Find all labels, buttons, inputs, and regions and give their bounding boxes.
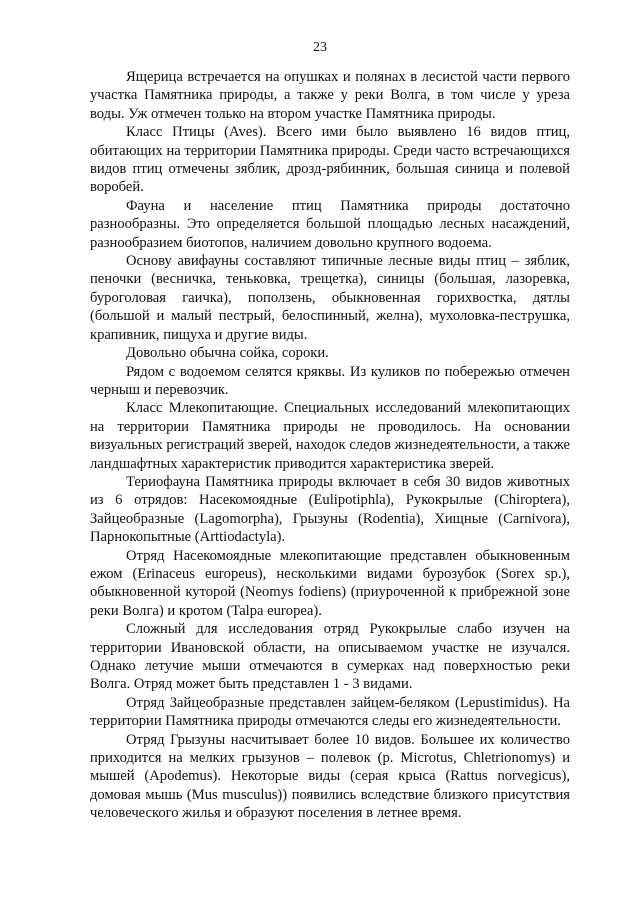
paragraph-insectivores: Отряд Насекомоядные млекопитающие представлен обыкновенным ежом (Erinaceus europeus), несколькими видами бурозубок (Sorex sp.), обыкновенной куторой (Neomys fodiens) (приуроченной к прибрежной зоне реки Волга) и кротом (Talpa europea). (90, 547, 570, 619)
paragraph-lizard: Ящерица встречается на опушках и полянах в лесистой части первого участка Памятника природы, а также у реки Волга, в том числе у уреза воды. Уж отмечен только на втором участке Памятника природы. (90, 69, 570, 122)
paragraph-waterfowl: Рядом с водоемом селятся кряквы. Из куликов по побережью отмечен черныш и перевозчик. (90, 363, 570, 398)
paragraph-lagomorphs: Отряд Зайцеобразные представлен зайцем-беляком (Lepustimidus). На территории Памятника природы отмечаются следы его жизнедеятельности. (90, 694, 570, 730)
paragraph-bats: Сложный для исследования отряд Рукокрылые слабо изучен на территории Ивановской области, на описываемом участке не изучался. Однако летучие мыши отмечаются в сумерках над поверхностью реки Волга. Отряд может быть представлен 1 - 3 видами. (90, 621, 570, 693)
paragraph-teriofauna: Териофауна Памятника природы включает в себя 30 видов животных из 6 отрядов: Насекомоядные (Eulipotiphla), Рукокрылые (Chiroptera), Зайцеобразные (Lagomorpha), Грызуны (Rodentia), Хищные (Carnivora), Парнокопытные (Arttiodactyla). (90, 473, 570, 546)
paragraph-bird-diversity: Фауна и население птиц Памятника природы достаточно разнообразны. Это определяется большой площадью лесных насаждений, разнообразием биотопов, наличием довольно крупного водоема. (90, 197, 570, 251)
paragraph-avifauna-basis: Основу авифауны составляют типичные лесные виды птиц – зяблик, пеночки (весничка, теньковка, трещетка), синицы (большая, лазоревка, буроголовая гаичка), поползень, обыкновенная горихвостка, дятлы (большой и малый пестрый, белоспинный, желна), мухоловка-пеструшка, крапивник, пищуха и другие виды. (90, 253, 570, 343)
paragraph-jay-magpie: Довольно обычна сойка, сороки. (126, 345, 329, 362)
paragraph-mammals-class: Класс Млекопитающие. Специальных исследований млекопитающих на территории Памятника природы не проводилось. На основании визуальных регистраций зверей, находок следов жизнедеятельности, а также ландшафтных характеристик приводится характеристика зверей. (90, 400, 570, 472)
paragraph-birds-class: Класс Птицы (Aves). Всего ими было выявлено 16 видов птиц, обитающих на территории Памятника природы. Среди часто встречающихся видов птиц отмечены зяблик, дрозд-рябинник, большая синица и полевой воробей. (90, 124, 570, 196)
page-number: 23 (313, 40, 327, 55)
paragraph-rodents: Отряд Грызуны насчитывает более 10 видов. Большее их количество приходится на мелких грызунов – полевок (р. Microtus, Chletrionomys) и мышей (Apodemus). Некоторые виды (серая крыса (Rattus norvegicus), домовая мышь (Mus musculus)) появились вследствие близкого присутствия человеческого жилья и образуют поселения в летнее время. (90, 731, 570, 822)
document-body (90, 68, 570, 823)
